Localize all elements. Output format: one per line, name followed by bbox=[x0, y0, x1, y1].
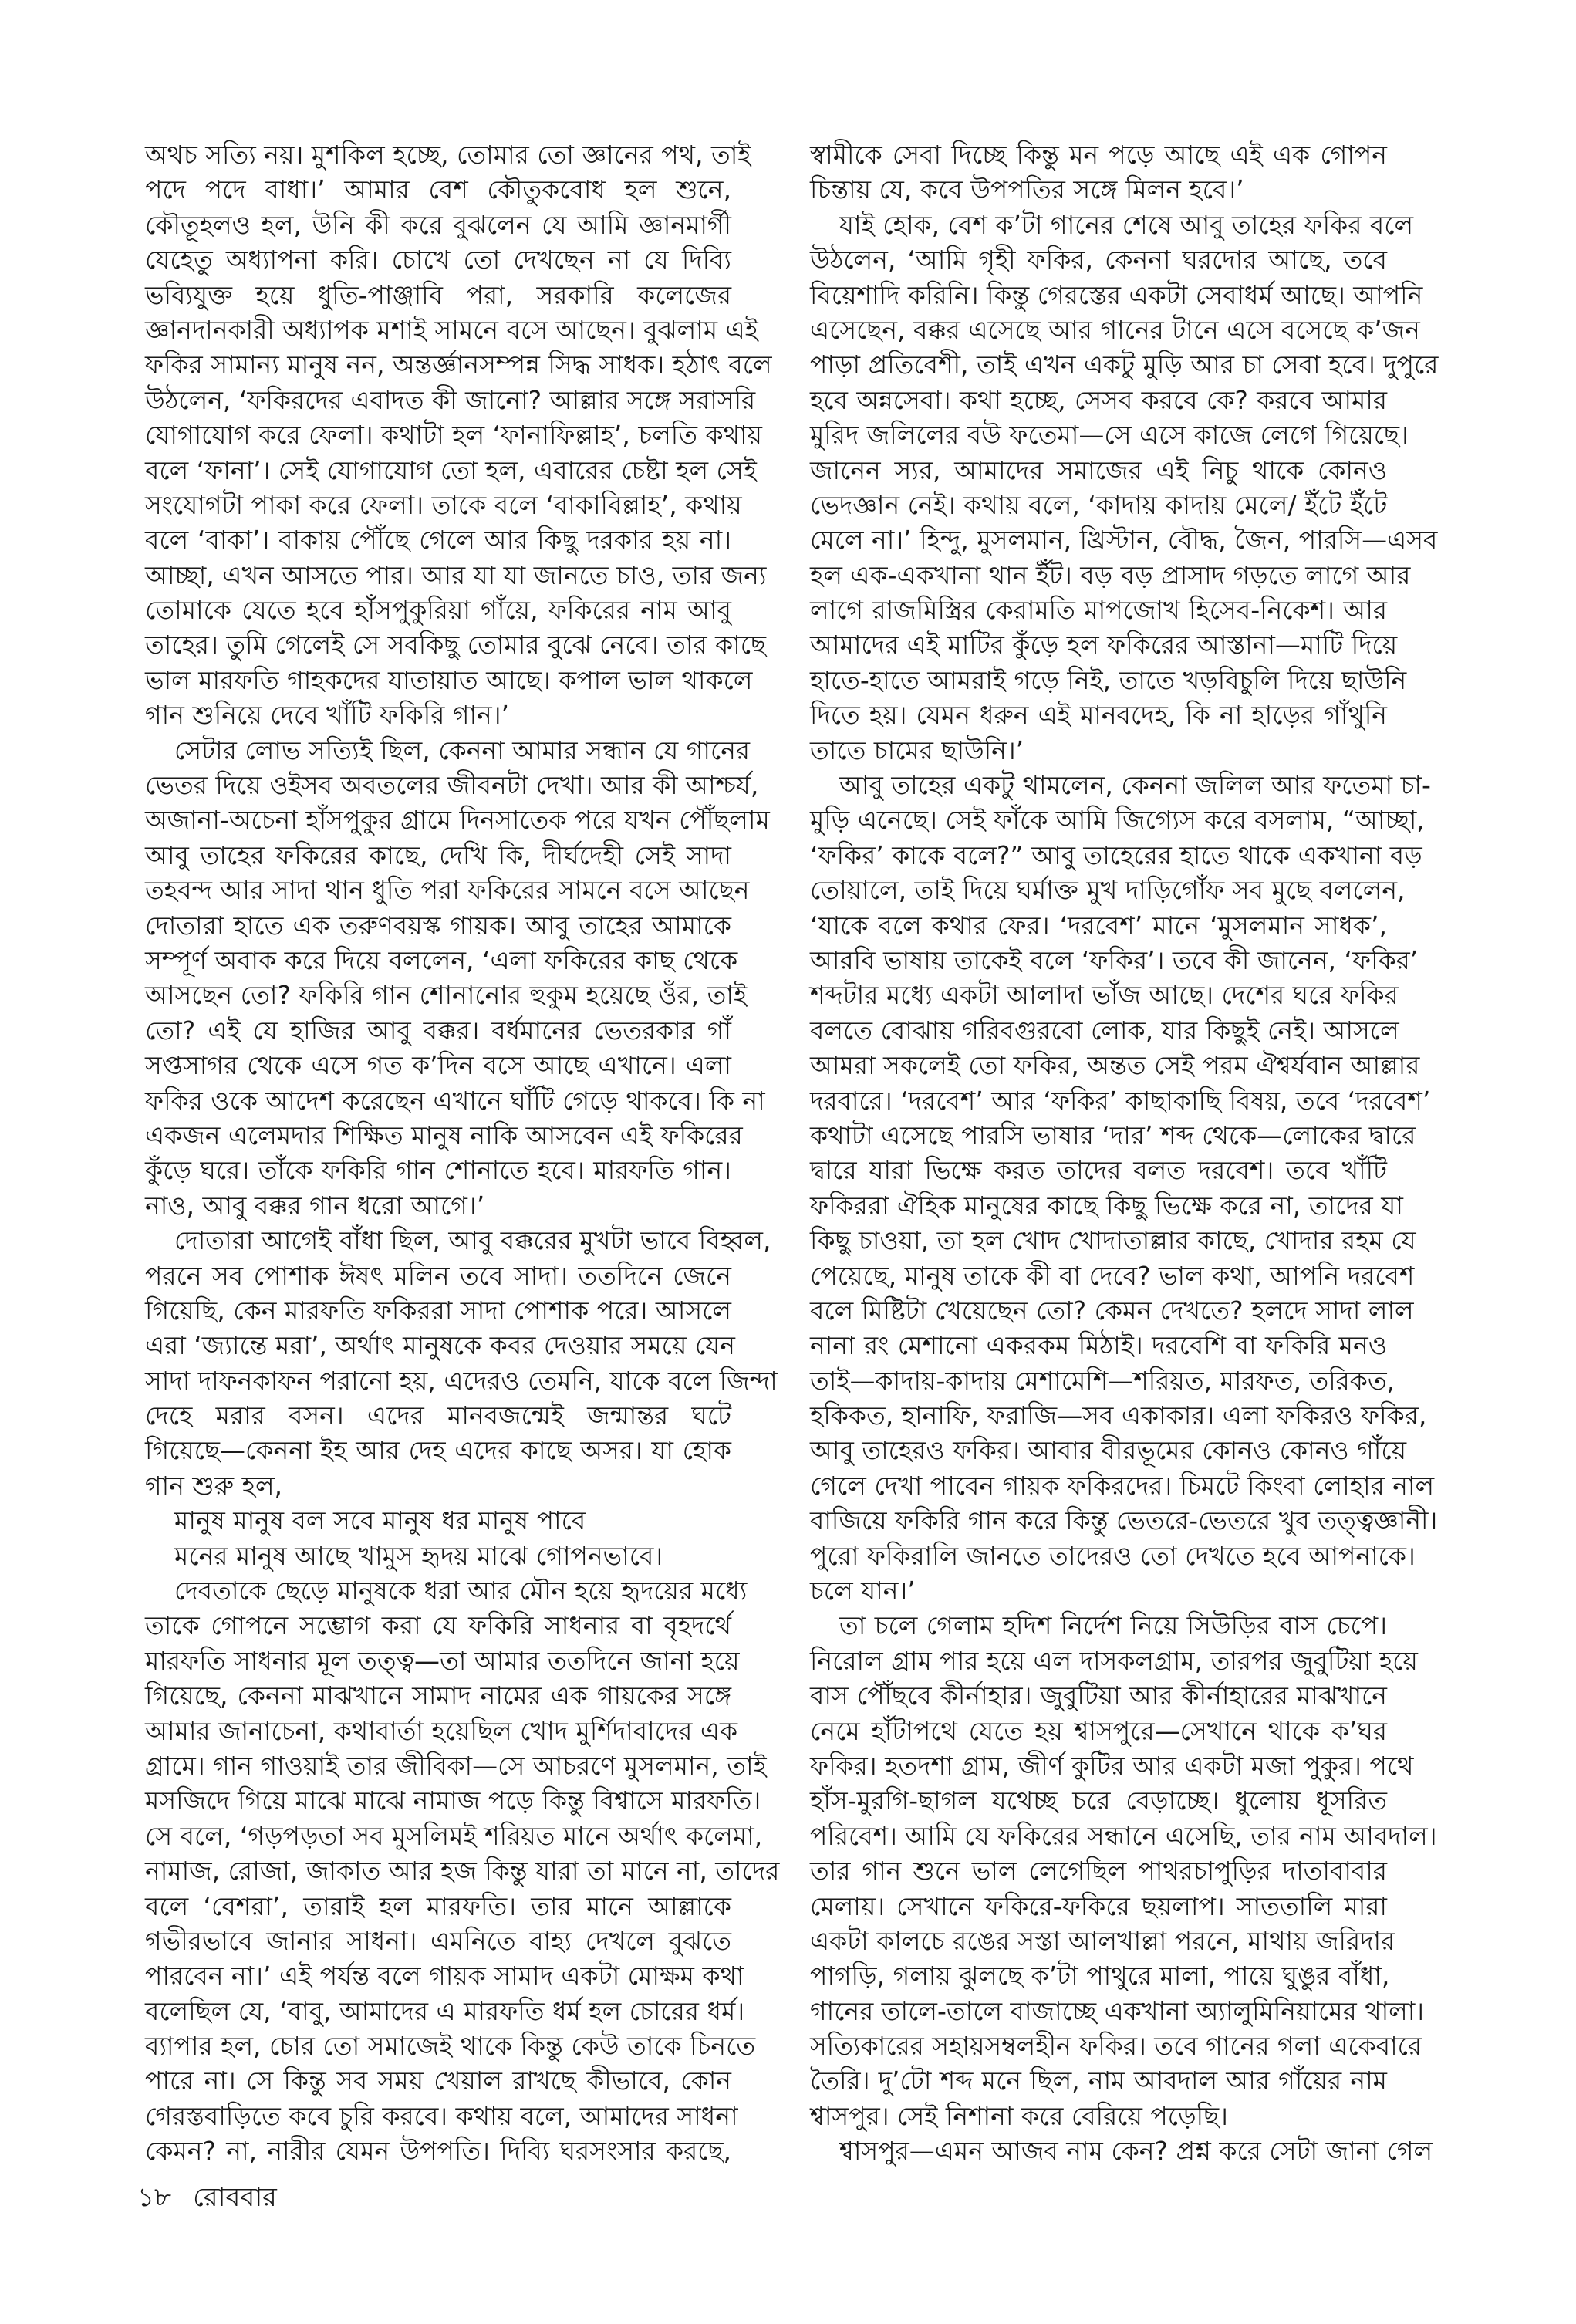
text-line: বলে ‘বেশরা’, তারাই হল মারফতি। তার মানে আল্লাকে bbox=[145, 1890, 731, 1921]
paragraph bbox=[810, 768, 1438, 1608]
text-line: উঠলেন, ‘ফকিরদের এবাদত কী জানো? আল্লার সঙ্গে সরাসরি bbox=[145, 384, 756, 415]
text-line: ‘ফকির’ কাকে বলে?” আবু তাহেরের হাতে থাকে একখানা বড় bbox=[810, 839, 1422, 870]
text-line: গানের তালে-তালে বাজাচ্ছে একখানা অ্যালুমিনিয়ামের থালা। bbox=[810, 1995, 1425, 2026]
verse-block bbox=[145, 1503, 731, 1573]
text-line: ভাল মারফতি গাহকদের যাতায়াত আছে। কপাল ভাল থাকলে bbox=[145, 664, 753, 695]
text-line: গেরস্তবাড়িতে কবে চুরি করবে। কথায় বলে, আমাদের সাধনা bbox=[145, 2100, 738, 2131]
text-line: নিরোল গ্রাম পার হয়ে এল দাসকলগ্রাম, তারপর জুবুটিয়া হয়ে bbox=[810, 1645, 1418, 1676]
text-line: হাতে-হাতে আমরাই গড়ে নিই, তাতে খড়বিচুলি দিয়ে ছাউনি bbox=[810, 664, 1407, 695]
text-line: সেটার লোভ সত্যিই ছিল, কেননা আমার সন্ধান যে গানের bbox=[174, 735, 751, 765]
text-line: বাস পৌঁছবে কীর্নাহার। জুবুটিয়া আর কীর্নাহারের মাঝখানে bbox=[810, 1681, 1387, 1711]
text-line: আবু তাহের ফকিরের কাছে, দেখি কি, দীর্ঘদেহী সেই সাদা bbox=[145, 839, 731, 870]
text-line: বলে ‘ফানা’। সেই যোগাযোগ তো হল, এবারের চেষ্টা হল সেই bbox=[145, 454, 757, 485]
text-line: ব্যাপার হল, চোর তো সমাজেই থাকে কিন্তু কেউ তাকে চিনতে bbox=[145, 2031, 756, 2062]
article-column-right bbox=[810, 137, 1439, 2169]
text-line: দরবারে। ‘দরবেশ’ আর ‘ফকির’ কাছাকাছি বিষয়, তবে ‘দরবেশ’ bbox=[810, 1085, 1431, 1116]
text-line: দেবতাকে ছেড়ে মানুষকে ধরা আর মৌন হয়ে হৃদয়ের মধ্যে bbox=[174, 1576, 748, 1606]
paragraph bbox=[810, 2133, 1433, 2168]
text-line: গিয়েছে, কেননা মাঝখানে সামাদ নামের এক গায়কের সঙ্গে bbox=[145, 1681, 731, 1711]
text-line: দিতে হয়। যেমন ধরুন এই মানবদেহ, কি না হাড়ের গাঁথুনি bbox=[810, 700, 1387, 731]
paragraph bbox=[145, 1223, 778, 1503]
text-line: ভেতর দিয়ে ওইসব অবতলের জীবনটা দেখা। আর কী আশ্চর্য, bbox=[145, 770, 759, 801]
text-line: তোমাকে যেতে হবে হাঁসপুকুরিয়া গাঁয়ে, ফকিরের নাম আবু bbox=[145, 595, 731, 626]
text-line: হকিকত, হানাফি, ফরাজি—সব একাকার। এলা ফকিরও ফকির, bbox=[810, 1400, 1427, 1431]
page-footer bbox=[137, 2177, 277, 2221]
text-line: তার গান শুনে ভাল লেগেছিল পাথরচাপুড়ির দাতাবাবার bbox=[810, 1856, 1387, 1887]
text-line: গান শুনিয়ে দেবে খাঁটি ফকিরি গান।’ bbox=[145, 700, 510, 731]
text-line: গ্রামে। গান গাওয়াই তার জীবিকা—সে আচরণে মুসলমান, তাই bbox=[145, 1750, 767, 1781]
paragraph bbox=[810, 1608, 1437, 2133]
paragraph bbox=[810, 137, 1387, 208]
text-line: যাই হোক, বেশ ক’টা গানের শেষে আবু তাহের ফকির বলে bbox=[839, 209, 1414, 240]
text-line: আচ্ছা, এখন আসতে পার। আর যা যা জানতে চাও, তার জন্য bbox=[145, 559, 767, 590]
text-line: ফকির সামান্য মানুষ নন, অন্তর্জ্ঞানসম্পন্ন সিদ্ধ সাধক। হঠাৎ বলে bbox=[145, 350, 772, 380]
page-number: ১৮ bbox=[137, 2182, 172, 2213]
text-line: ‘যাকে বলে কথার ফের। ‘দরবেশ’ মানে ‘মুসলমান সাধক’, bbox=[810, 910, 1387, 941]
text-line: তাই—কাদায়-কাদায় মেশামেশি—শরিয়ত, মারফত, তরিকত, bbox=[810, 1365, 1395, 1396]
text-line: বলে ‘বাকা’। বাকায় পৌঁছে গেলে আর কিছু দরকার হয় না। bbox=[145, 525, 731, 556]
text-line: মুড়ি এনেছে। সেই ফাঁকে আমি জিগ্যেস করে বসলাম, “আচ্ছা, bbox=[810, 805, 1425, 836]
text-line: পরনে সব পোশাক ঈষৎ মলিন তবে সাদা। ততদিনে জেনে bbox=[145, 1260, 731, 1291]
text-line: বলে মিষ্টিটা খেয়েছেন তো? কেমন দেখতে? হলদে সাদা লাল bbox=[810, 1295, 1414, 1326]
text-line: ফকিররা ঐহিক মানুষের কাছে কিছু ভিক্ষে করে না, তাদের যা bbox=[810, 1190, 1403, 1221]
text-line: পদে পদে বাধা।’ আমার বেশ কৌতুকবোধ হল শুনে, bbox=[145, 174, 731, 205]
text-line: শ্বাসপুর—এমন আজব নাম কেন? প্রশ্ন করে সেটা জানা গেল bbox=[839, 2136, 1433, 2167]
text-line: যোগাযোগ করে ফেলা। কথাটা হল ‘ফানাফিল্লাহ’, চলতি কথায় bbox=[145, 420, 762, 451]
text-line: কেমন? না, নারীর যেমন উপপতি। দিব্যি ঘরসংসার করছে, bbox=[145, 2136, 731, 2167]
text-line: জ্ঞানদানকারী অধ্যাপক মশাই সামনে বসে আছেন। বুঝলাম এই bbox=[145, 314, 758, 345]
text-line: ভেদজ্ঞান নেই। কথায় বলে, ‘কাদায় কাদায় মেলে/ ইঁটে ইঁটে bbox=[810, 489, 1388, 520]
text-line: আমাদের এই মাটির কুঁড়ে হল ফকিরের আস্তানা—মাটি দিয়ে bbox=[810, 630, 1398, 660]
text-line: মসজিদে গিয়ে মাঝে মাঝে নামাজ পড়ে কিন্তু বিশ্বাসে মারফতি। bbox=[145, 1785, 761, 1816]
text-line: পুরো ফকিরালি জানতে তাদেরও তো দেখতে হবে আপনাকে। bbox=[810, 1540, 1416, 1571]
text-line: বলেছিল যে, ‘বাবু, আমাদের এ মারফতি ধর্ম হল চোরের ধর্ম। bbox=[145, 1995, 745, 2026]
text-line: দোতারা হাতে এক তরুণবয়স্ক গায়ক। আবু তাহের আমাকে bbox=[145, 910, 731, 941]
text-line: ফকির ওকে আদেশ করেছেন এখানে ঘাঁটি গেড়ে থাকবে। কি না bbox=[145, 1085, 765, 1116]
text-line: দেহে মরার বসন। এদের মানবজন্মেই জন্মান্তর ঘটে bbox=[145, 1400, 731, 1431]
text-line: আসছেন তো? ফকিরি গান শোনানোর হুকুম হয়েছে ওঁর, তাই bbox=[145, 980, 748, 1011]
text-line: ফকির। হতদশা গ্রাম, জীর্ণ কুটির আর একটা মজা পুকুর। পথে bbox=[810, 1750, 1414, 1781]
paragraph bbox=[145, 1573, 780, 2169]
text-line: বলতে বোঝায় গরিবগুরবো লোক, যার কিছুই নেই। আসলে bbox=[810, 1015, 1399, 1045]
text-line: নানা রং মেশানো একরকম মিঠাই। দরবেশি বা ফকিরি মনও bbox=[810, 1330, 1387, 1361]
text-line: অথচ সত্যি নয়। মুশকিল হচ্ছে, তোমার তো জ্ঞানের পথ, তাই bbox=[145, 140, 751, 170]
text-line: গভীরভাবে জানার সাধনা। এমনিতে বাহ্য দেখলে বুঝতে bbox=[145, 1925, 731, 1956]
text-line: সত্যিকারের সহায়সম্বলহীন ফকির। তবে গানের গলা একেবারে bbox=[810, 2031, 1422, 2062]
text-line: বিয়েশাদি করিনি। কিন্তু গেরস্তের একটা সেবাধর্ম আছে। আপনি bbox=[810, 279, 1423, 310]
text-line: পরিবেশ। আমি যে ফকিরের সন্ধানে এসেছি, তার নাম আবদাল। bbox=[810, 1820, 1437, 1851]
text-line: পাগড়ি, গলায় ঝুলছে ক’টা পাথুরে মালা, পায়ে ঘুঙুর বাঁধা, bbox=[810, 1961, 1390, 1991]
text-line: লাগে রাজমিস্ত্রির কেরামতি মাপজোখ হিসেব-নিকেশ। আর bbox=[810, 595, 1387, 626]
text-line: সাদা দাফনকাফন পরানো হয়, এদেরও তেমনি, যাকে বলে জিন্দা bbox=[145, 1365, 778, 1396]
text-line: নেমে হাঁটাপথে যেতে হয় শ্বাসপুরে—সেখানে থাকে ক’ঘর bbox=[810, 1715, 1387, 1746]
text-line: মারফতি সাধনার মূল তত্ত্ব—তা আমার ততদিনে জানা হয়ে bbox=[145, 1645, 740, 1676]
text-line: কৌতূহলও হল, উনি কী করে বুঝলেন যে আমি জ্ঞানমার্গী bbox=[145, 209, 731, 240]
text-line: মেলে না।’ হিন্দু, মুসলমান, খ্রিস্টান, বৌদ্ধ, জৈন, পারসি—এসব bbox=[810, 525, 1438, 556]
paragraph bbox=[145, 137, 772, 733]
text-line: পেয়েছে, মানুষ তাকে কী বা দেবে? ভাল কথা, আপনি দরবেশ bbox=[810, 1260, 1415, 1291]
text-line: চলে যান।’ bbox=[810, 1576, 916, 1606]
text-line: কিছু চাওয়া, তা হল খোদ খোদাতাল্লার কাছে, খোদার রহম যে bbox=[810, 1225, 1416, 1256]
text-line: হবে অন্নসেবা। কথা হচ্ছে, সেসব করবে কে? করবে আমার bbox=[810, 384, 1387, 415]
text-line: সপ্তসাগর থেকে এসে গত ক’দিন বসে আছে এখানে। এলা bbox=[145, 1050, 731, 1081]
text-line: এরা ‘জ্যান্তে মরা’, অর্থাৎ মানুষকে কবর দেওয়ার সময়ে যেন bbox=[145, 1330, 735, 1361]
text-line: নামাজ, রোজা, জাকাত আর হজ কিন্তু যারা তা মানে না, তাদের bbox=[145, 1856, 780, 1887]
text-line: মুরিদ জলিলের বউ ফতেমা—সে এসে কাজে লেগে গিয়েছে। bbox=[810, 420, 1409, 451]
paragraph bbox=[810, 208, 1439, 768]
text-line: এসেছেন, বক্কর এসেছে আর গানের টানে এসে বসেছে ক’জন bbox=[810, 314, 1420, 345]
text-line: চিন্তায় যে, কবে উপপতির সঙ্গে মিলন হবে।’ bbox=[810, 174, 1244, 205]
text-line: পারবেন না।’ এই পর্যন্ত বলে গায়ক সামাদ একটা মোক্ষম কথা bbox=[145, 1961, 744, 1991]
text-line: অজানা-অচেনা হাঁসপুকুর গ্রামে দিনসাতেক পরে যখন পৌঁছলাম bbox=[145, 805, 770, 836]
text-line: আবু তাহেরও ফকির। আবার বীরভূমের কোনও কোনও গাঁয়ে bbox=[810, 1435, 1407, 1466]
text-line: সম্পূর্ণ অবাক করে দিয়ে বললেন, ‘এলা ফকিরের কাছ থেকে bbox=[145, 944, 738, 975]
text-line: ভব্যিযুক্ত হয়ে ধুতি-পাঞ্জাবি পরা, সরকারি কলেজের bbox=[145, 279, 731, 310]
text-line: তহবন্দ আর সাদা থান ধুতি পরা ফকিরের সামনে বসে আছেন bbox=[145, 875, 750, 906]
text-line: নাও, আবু বক্কর গান ধরো আগে।’ bbox=[145, 1190, 485, 1221]
text-line: তাতে চামের ছাউনি।’ bbox=[810, 735, 1024, 765]
text-line: জানেন স্যর, আমাদের সমাজের এই নিচু থাকে কোনও bbox=[810, 454, 1387, 485]
text-line: সংযোগটা পাকা করে ফেলা। তাকে বলে ‘বাকাবিল্লাহ’, কথায় bbox=[145, 489, 742, 520]
text-line: মানুষ মানুষ বল সবে মানুষ ধর মানুষ পাবে bbox=[174, 1505, 586, 1536]
text-line: হল এক-একখানা থান ইঁট। বড় বড় প্রাসাদ গড়তে লাগে আর bbox=[810, 559, 1411, 590]
paragraph bbox=[145, 733, 770, 1223]
text-line: আরবি ভাষায় তাকেই বলে ‘ফকির’। তবে কী জানেন, ‘ফকির’ bbox=[810, 944, 1419, 975]
text-line: স্বামীকে সেবা দিচ্ছে কিন্তু মন পড়ে আছে এই এক গোপন bbox=[810, 140, 1387, 170]
text-line: পাড়া প্রতিবেশী, তাই এখন একটু মুড়ি আর চা সেবা হবে। দুপুরে bbox=[810, 350, 1439, 380]
text-line: দোতারা আগেই বাঁধা ছিল, আবু বক্করের মুখটা ভাবে বিহ্বল, bbox=[174, 1225, 771, 1256]
article-column-left bbox=[145, 137, 780, 2169]
text-line: আবু তাহের একটু থামলেন, কেননা জলিল আর ফতেমা চা- bbox=[839, 770, 1431, 801]
text-line: মেলায়। সেখানে ফকিরে-ফকিরে ছয়লাপ। সাততালি মারা bbox=[810, 1890, 1387, 1921]
text-line: তৈরি। দু’টো শব্দ মনে ছিল, নাম আবদাল আর গাঁয়ের নাম bbox=[810, 2066, 1387, 2096]
text-line: যেহেতু অধ্যাপনা করি। চোখে তো দেখছেন না যে দিব্যি bbox=[145, 245, 731, 275]
text-line: শ্বাসপুর। সেই নিশানা করে বেরিয়ে পড়েছি। bbox=[810, 2100, 1228, 2131]
text-line: মনের মানুষ আছে খামুস হৃদয় মাঝে গোপনভাবে। bbox=[174, 1540, 663, 1571]
text-line: পারে না। সে কিন্তু সব সময় খেয়াল রাখছে কীভাবে, কোন bbox=[145, 2066, 731, 2096]
text-line: তাহের। তুমি গেলেই সে সবকিছু তোমার বুঝে নেবে। তার কাছে bbox=[145, 630, 767, 660]
text-line: একজন এলেমদার শিক্ষিত মানুষ নাকি আসবেন এই ফকিরের bbox=[145, 1120, 743, 1150]
text-line: গেলে দেখা পাবেন গায়ক ফকিরদের। চিমটে কিংবা লোহার নাল bbox=[810, 1470, 1435, 1501]
text-line: একটা কালচে রঙের সস্তা আলখাল্লা পরনে, মাথায় জরিদার bbox=[810, 1925, 1395, 1956]
text-line: কুঁড়ে ঘরে। তাঁকে ফকিরি গান শোনাতে হবে। মারফতি গান। bbox=[145, 1155, 731, 1186]
text-line: দ্বারে যারা ভিক্ষে করত তাদের বলত দরবেশ। তবে খাঁটি bbox=[810, 1155, 1387, 1186]
text-line: গিয়েছে—কেননা ইহ আর দেহ এদের কাছে অসর। যা হোক bbox=[145, 1435, 731, 1466]
text-line: আমরা সকলেই তো ফকির, অন্তত সেই পরম ঐশ্বর্যবান আল্লার bbox=[810, 1050, 1420, 1081]
text-line: তোয়ালে, তাই দিয়ে ঘর্মাক্ত মুখ দাড়িগোঁফ সব মুছে বললেন, bbox=[810, 875, 1406, 906]
text-line: তো? এই যে হাজির আবু বক্কর। বর্ধমানের ভেতরকার গাঁ bbox=[145, 1015, 731, 1045]
text-line: আমার জানাচেনা, কথাবার্তা হয়েছিল খোদ মুর্শিদাবাদের এক bbox=[145, 1715, 738, 1746]
text-line: গান শুরু হল, bbox=[145, 1470, 283, 1501]
text-line: কথাটা এসেছে পারসি ভাষার ‘দার’ শব্দ থেকে—লোকের দ্বারে bbox=[810, 1120, 1416, 1150]
text-line: তা চলে গেলাম হদিশ নির্দেশ নিয়ে সিউড়ির বাস চেপে। bbox=[839, 1610, 1387, 1641]
text-line: হাঁস-মুরগি-ছাগল যথেচ্ছ চরে বেড়াচ্ছে। ধুলোয় ধূসরিত bbox=[810, 1785, 1387, 1816]
text-line: বাজিয়ে ফকিরি গান করে কিন্তু ভেতরে-ভেতরে খুব তত্ত্বজ্ঞানী। bbox=[810, 1505, 1438, 1536]
text-line: উঠলেন, ‘আমি গৃহী ফকির, কেননা ঘরদোর আছে, তবে bbox=[810, 245, 1387, 275]
text-line: সে বলে, ‘গড়পড়তা সব মুসলিমই শরিয়ত মানে অর্থাৎ কলেমা, bbox=[145, 1820, 763, 1851]
text-line: গিয়েছি, কেন মারফতি ফকিররা সাদা পোশাক পরে। আসলে bbox=[145, 1295, 731, 1326]
publication-name: রোববার bbox=[193, 2182, 277, 2213]
text-line: শব্দটার মধ্যে একটা আলাদা ভাঁজ আছে। দেশের ঘরে ফকির bbox=[810, 980, 1399, 1011]
text-line: তাকে গোপনে সম্ভোগ করা যে ফকিরি সাধনার বা বৃহদর্থে bbox=[145, 1610, 731, 1641]
